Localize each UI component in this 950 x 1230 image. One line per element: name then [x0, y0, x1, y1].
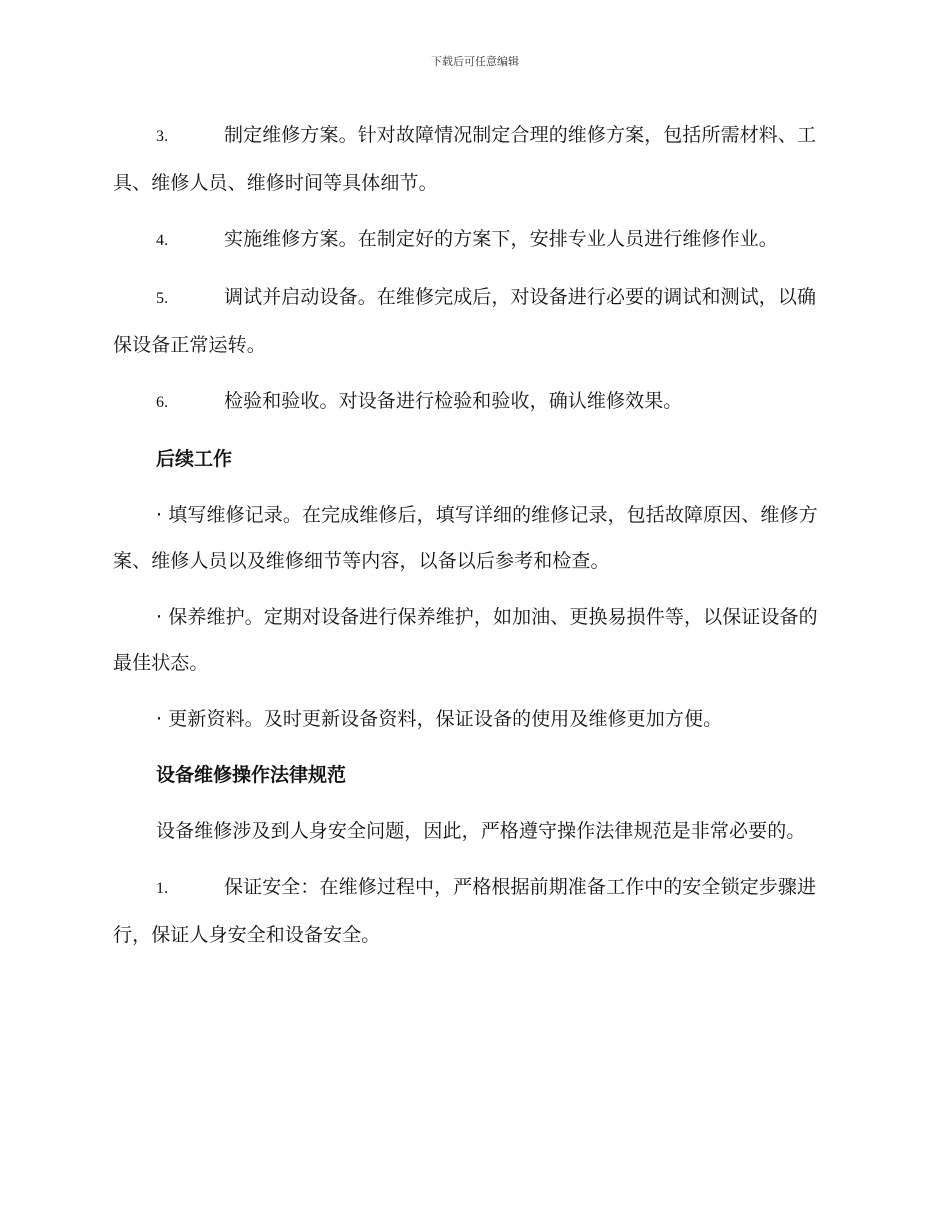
list-number: 4. [156, 232, 169, 249]
page-header: 下载后可任意编辑 [431, 55, 519, 68]
section-heading-law: 设备维修操作法律规范 [156, 764, 347, 786]
list-number: 1. [156, 880, 169, 897]
list-text: 制定维修方案。针对故障情况制定合理的维修方案，包括所需材料、工具、维修人员、维修时间等具体细节。 [113, 124, 817, 194]
list-number: 5. [156, 290, 169, 307]
bullet-item: · 更新资料。及时更新设备资料，保证设备的使用及维修更加方便。 [156, 708, 723, 730]
list-text: 检验和验收。对设备进行检验和验收，确认维修效果。 [224, 390, 683, 412]
list-number: 6. [156, 394, 169, 411]
list-text: 调试并启动设备。在维修完成后，对设备进行必要的调试和测试，以确保设备正常运转。 [113, 286, 817, 356]
list-item-4 [113, 216, 833, 264]
list-text: 保证安全：在维修过程中，严格根据前期准备工作中的安全锁定步骤进行，保证人身安全和设备安全。 [113, 876, 817, 946]
bullet-item: · 填写维修记录。在完成维修后，填写详细的维修记录，包括故障原因、维修方案、维修人员以及维修细节等内容，以备以后参考和检查。 [113, 504, 818, 572]
document-body [113, 112, 833, 968]
list-item-5 [113, 274, 833, 368]
section-heading-followup: 后续工作 [156, 448, 233, 470]
list-item-3 [113, 112, 833, 206]
list-item-6 [113, 378, 833, 426]
bullet-item: · 保养维护。定期对设备进行保养维护，如加油、更换易损件等，以保证设备的最佳状态。 [113, 606, 818, 674]
list-number: 3. [156, 128, 169, 145]
intro-paragraph: 设备维修涉及到人身安全问题，因此，严格遵守操作法律规范是非常必要的。 [156, 820, 806, 842]
list-text: 实施维修方案。在制定好的方案下，安排专业人员进行维修作业。 [224, 228, 778, 250]
law-item-1 [113, 864, 833, 958]
